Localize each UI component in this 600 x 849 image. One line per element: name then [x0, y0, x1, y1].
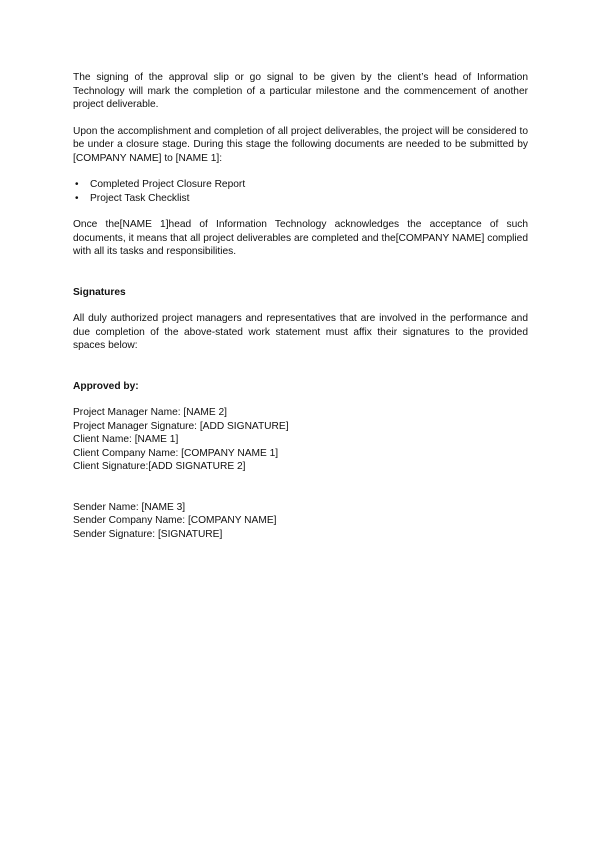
bullet-icon: • — [75, 192, 79, 204]
bullet-icon: • — [75, 179, 79, 190]
approval-line: Project Manager Signature: [ADD SIGNATURE] — [73, 420, 289, 432]
approval-block — [73, 406, 528, 474]
sender-line: Sender Signature: [SIGNATURE] — [73, 528, 223, 540]
approval-line: Client Signature:[ADD SIGNATURE 2] — [73, 461, 246, 472]
sender-line: Sender Name: [NAME 3] — [73, 501, 186, 513]
list-item: • Project Task Checklist — [75, 192, 190, 204]
paragraph-closure-stage: Upon the accomplishment and completion of all project deliverables, the project will be considered to be under a closure stage. During this stage the following documents are needed to be submitted by [COMPANY NAME] to [NAME 1]: — [73, 125, 528, 164]
closure-documents-list — [73, 178, 528, 205]
sender-line: Sender Company Name: [COMPANY NAME] — [73, 515, 277, 526]
document-page — [73, 71, 528, 541]
approval-line: Project Manager Name: [NAME 2] — [73, 407, 228, 418]
sender-block — [73, 501, 528, 542]
approval-line: Client Company Name: [COMPANY NAME 1] — [73, 447, 279, 459]
paragraph-acknowledgement: Once the[NAME 1]head of Information Technology acknowledges the acceptance of such documents, it means that all project deliverables are completed and the[COMPANY NAME] complied with all its tasks and responsibilities. — [73, 219, 528, 257]
paragraph-milestone: The signing of the approval slip or go signal to be given by the client’s head of Information Technology will mark the completion of a particular milestone and the commencement of another project deliverable. — [73, 72, 528, 110]
approval-line: Client Name: [NAME 1] — [73, 434, 179, 445]
paragraph-signatures: All duly authorized project managers and representatives that are involved in the performance and due completion of the above-stated work statement must affix their signatures to the provided spaces below: — [73, 313, 528, 351]
approved-by-heading: Approved by: — [73, 380, 139, 392]
signatures-heading: Signatures — [73, 286, 126, 298]
list-item: • Completed Project Closure Report — [75, 179, 246, 190]
